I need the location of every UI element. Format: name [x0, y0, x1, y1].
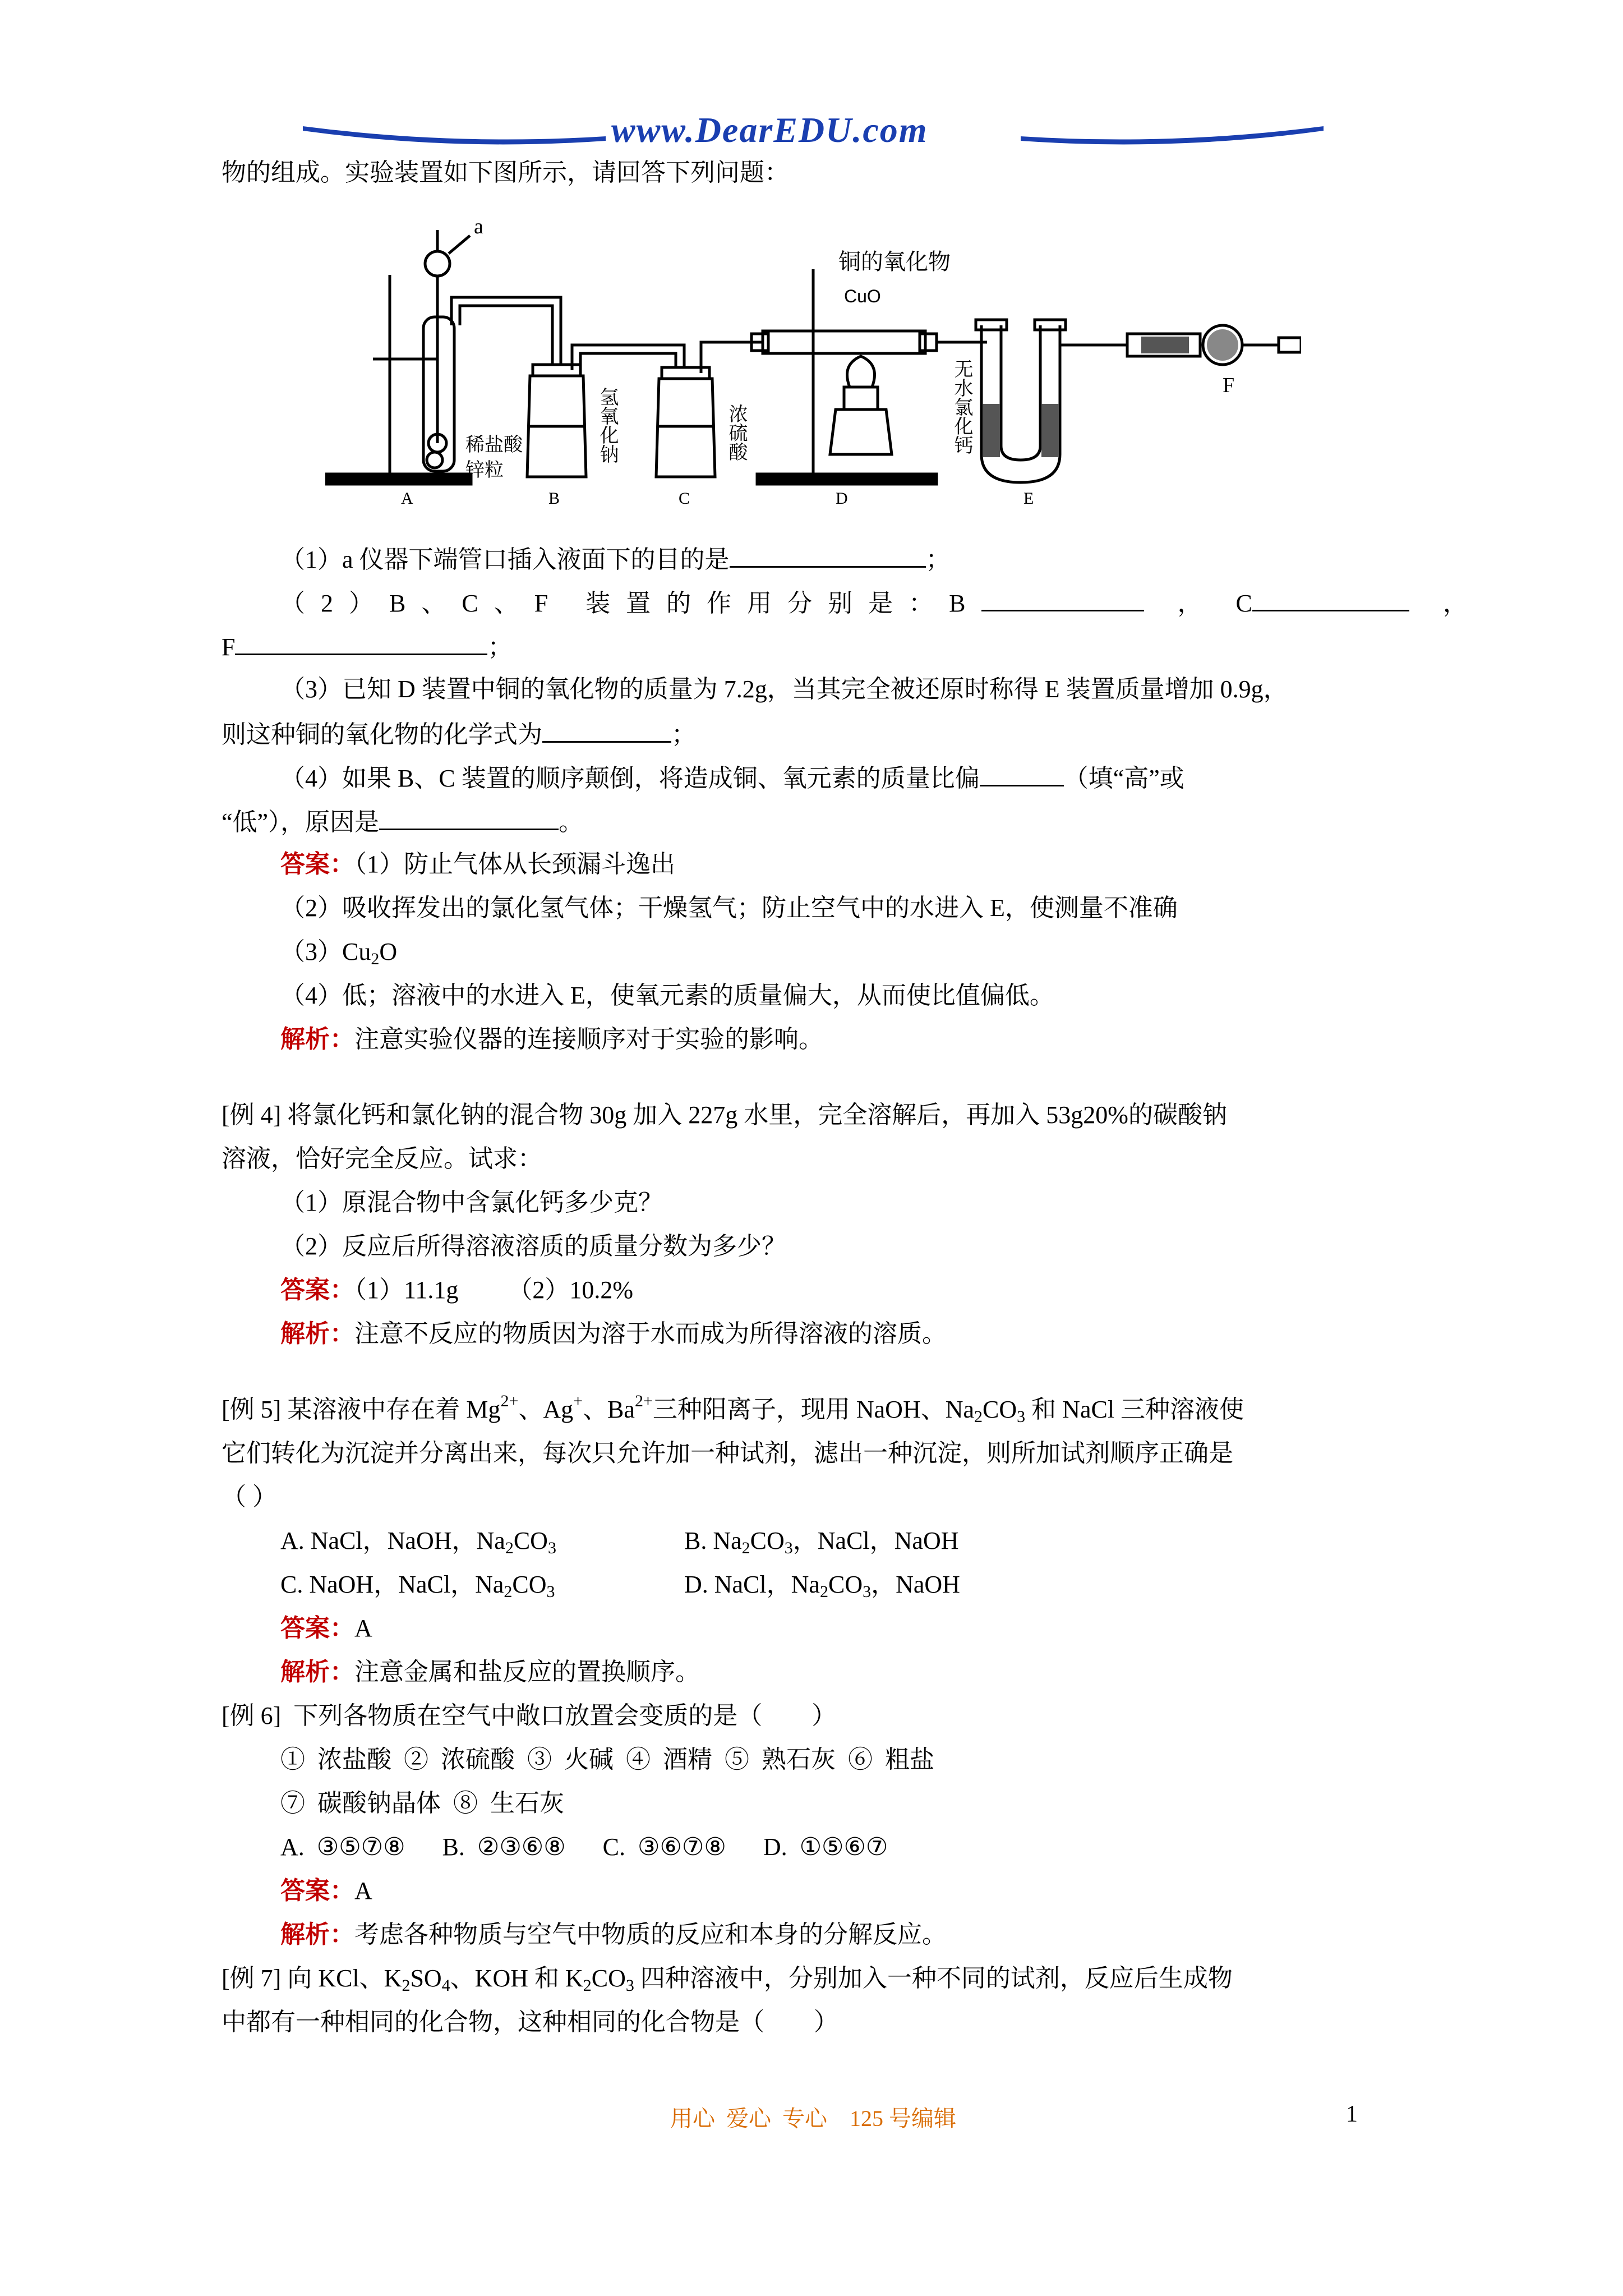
blank	[980, 760, 1064, 786]
example-5-title: [例 5] 某溶液中存在着 $Mg^{2+}$、Ag+、$Ba^{2+}$三种阳离子，现用 NaOH、$Na_2CO_3$ 和 NaCl 三种溶液使	[222, 1392, 1244, 1426]
analysis-label: 解析：	[280, 1921, 354, 1948]
page-number: 1	[1346, 2101, 1358, 2127]
logo-swoosh-left	[303, 121, 606, 149]
answer-label: 答案：	[280, 1877, 354, 1904]
option-b: B. $Na_2CO_3$，NaCl，NaOH	[684, 1527, 959, 1557]
answer-row: 答案：（1）防止气体从长颈漏斗逸出	[280, 850, 675, 878]
example-5-line2: 它们转化为沉淀并分离出来，每次只允许加一种试剂，滤出一种沉淀，则所加试剂顺序正确是	[222, 1439, 1233, 1467]
intro-text: 物的组成。实验装置如下图所示，请回答下列问题：	[222, 159, 789, 186]
label-D: D	[836, 489, 848, 508]
example-4-q2: （2）反应后所得溶液溶质的质量分数为多少？	[280, 1232, 786, 1260]
label-naoh: 氢氧化钠	[597, 387, 617, 463]
answer-row: 答案：A	[280, 1614, 372, 1642]
label-cuo: CuO	[844, 286, 881, 306]
analysis-row: 解析：考虑各种物质与空气中物质的反应和本身的分解反应。	[280, 1921, 947, 1948]
blank	[542, 716, 671, 743]
answer-label: 答案：	[280, 850, 354, 878]
question-3-cont: 则这种铜的氧化物的化学式为 ；	[222, 716, 696, 752]
answer-label: 答案：	[280, 1276, 354, 1304]
answer-label: 答案：	[280, 1614, 354, 1642]
example-6-items-2: ⑦ 碳酸钠晶体 ⑧ 生石灰	[280, 1789, 564, 1817]
blank	[1252, 585, 1409, 611]
example-6-items: ① 浓盐酸 ② 浓硫酸 ③ 火碱 ④ 酒精 ⑤ 熟石灰 ⑥ 粗盐	[280, 1746, 934, 1773]
label-oxide: 铜的氧化物	[838, 249, 951, 274]
label-A: A	[401, 489, 413, 508]
logo-swoosh-right	[1021, 121, 1324, 149]
question-4: （4）如果 B、C 装置的顺序颠倒，将造成铜、氧元素的质量比偏 （填“高”或	[280, 760, 1184, 795]
example-4-line2: 溶液，恰好完全反应。试求：	[222, 1145, 542, 1172]
header-logo	[303, 109, 1324, 160]
option-d: D. NaCl，$Na_2CO_3$，NaOH	[684, 1571, 960, 1601]
blank	[235, 629, 487, 655]
label-B: B	[548, 489, 560, 508]
question-2: （2）B、C、F 装置的作用分别是：B ， C ，	[280, 585, 1468, 620]
label-E: E	[1023, 489, 1034, 508]
analysis-label: 解析：	[280, 1025, 354, 1053]
label-zinc: 锌粒	[465, 460, 504, 481]
label-dilute-hcl: 稀盐酸	[465, 435, 523, 455]
example-6-title: [例 6] 下列各物质在空气中敞口放置会变质的是（ ）	[222, 1702, 837, 1729]
blank	[379, 804, 559, 830]
answer-row: 答案：（1）11.1g （2）10.2%	[280, 1276, 634, 1304]
example-5-line3: （ ）	[222, 1483, 277, 1511]
analysis-label: 解析：	[280, 1320, 354, 1347]
answer-2: （2）吸收挥发出的氯化氢气体；干燥氢气；防止空气中的水进入 E，使测量不准确	[280, 894, 1178, 922]
answer-4: （4）低；溶液中的水进入 E，使氧元素的质量偏大，从而使比值偏低。	[280, 982, 1054, 1009]
question-4-cont: “低”），原因是 。	[222, 804, 583, 839]
example-7-line2: 中都有一种相同的化合物，这种相同的化合物是（ ）	[222, 2008, 838, 2036]
apparatus-figure	[325, 215, 1301, 510]
answer-row: 答案：A	[280, 1877, 372, 1904]
example-4-title: [例 4] 将氯化钙和氯化钠的混合物 30g 加入 227g 水里，完全溶解后，再加入 53g20%的碳酸钠	[222, 1101, 1227, 1129]
example-4-q1: （1）原混合物中含氯化钙多少克？	[280, 1189, 663, 1216]
example-6-options: A. ③⑤⑦⑧ B. ②③⑥⑧ C. ③⑥⑦⑧ D. ①⑤⑥⑦	[280, 1833, 888, 1861]
question-2-cont: F ；	[222, 629, 512, 664]
label-a: a	[474, 215, 483, 238]
label-h2so4: 浓硫酸	[726, 404, 746, 461]
option-a: A. NaCl，NaOH，$Na_2CO_3$	[280, 1527, 556, 1557]
analysis-row: 解析：注意金属和盐反应的置换顺序。	[280, 1658, 700, 1686]
answer-3: $(3)Cu_2O$	[280, 938, 398, 968]
analysis-row: 解析：注意实验仪器的连接顺序对于实验的影响。	[280, 1025, 823, 1053]
question-1: （1）a 仪器下端管口插入液面下的目的是 ；	[280, 541, 951, 577]
label-C: C	[679, 489, 690, 508]
logo-text: www.DearEDU.com	[611, 110, 928, 150]
question-3: （3）已知 D 装置中铜的氧化物的质量为 7.2g，当其完全被还原时称得 E 装置质量增加 0.9g，	[280, 675, 1288, 703]
footer-text: 用心 爱心 专心 125 号编辑	[670, 2106, 956, 2131]
label-F: F	[1223, 374, 1235, 397]
analysis-label: 解析：	[280, 1658, 354, 1686]
example-7-title: [例 7] 向 KCl、$K_2SO_4$、KOH 和 $K_2CO_3$ 四种溶液中，分别加入一种不同的试剂，反应后生成物	[222, 1964, 1233, 1995]
option-c: C. NaOH，NaCl，$Na_2CO_3$	[280, 1571, 555, 1601]
blank	[730, 541, 926, 568]
analysis-row: 解析：注意不反应的物质因为溶于水而成为所得溶液的溶质。	[280, 1320, 947, 1347]
label-cacl2: 无水氯化钙	[951, 359, 972, 454]
blank	[981, 585, 1144, 611]
